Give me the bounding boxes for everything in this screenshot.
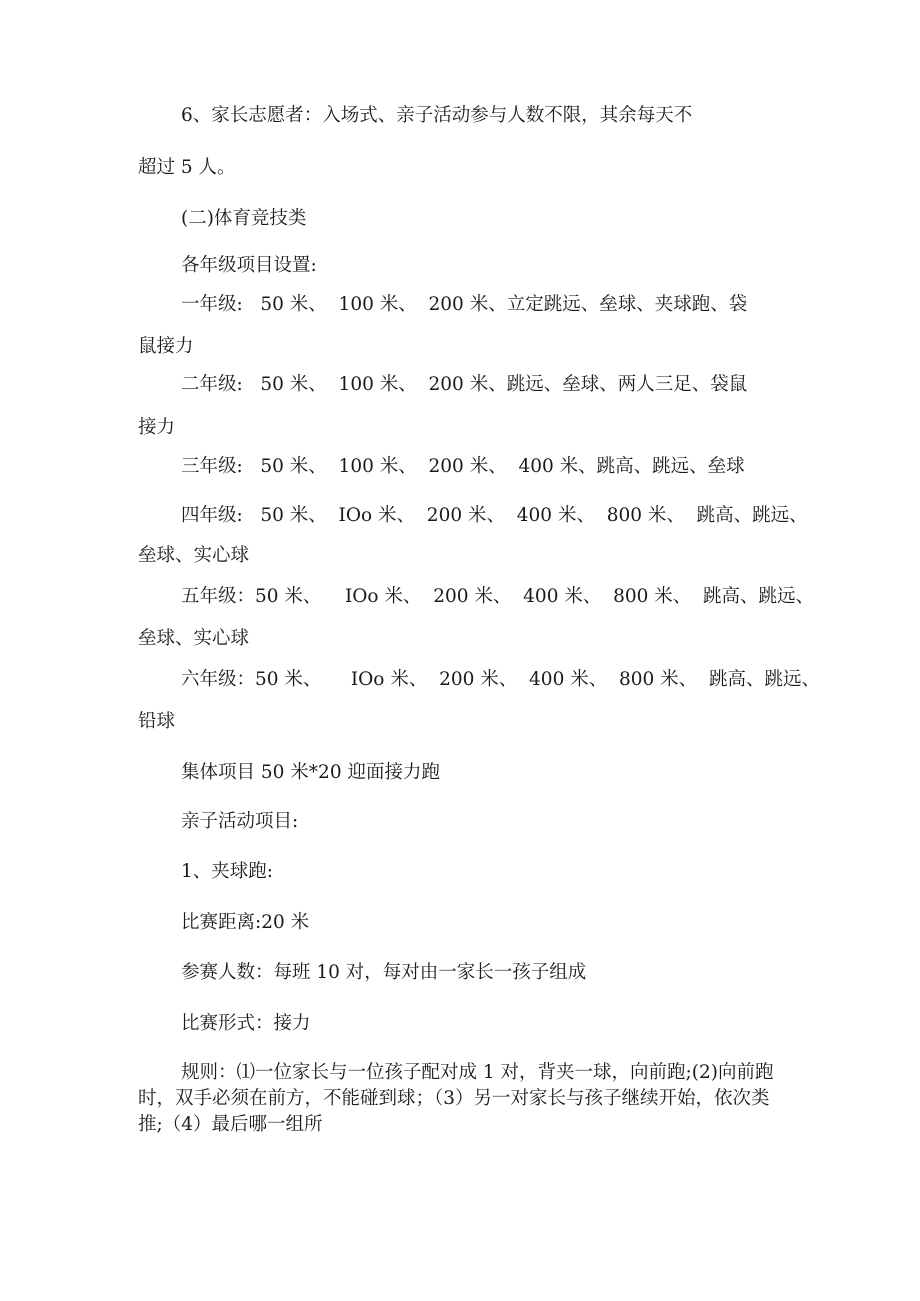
grade-6-line-2: 铅球 (138, 711, 176, 732)
event-1-distance: 比赛距离:20 米 (181, 912, 310, 933)
grade-4-line-2: 垒球、实心球 (138, 545, 250, 566)
grade-5-line-1: 五年级：50 米、 IOo 米、 200 米、 400 米、 800 米、 跳高、跳远、 (181, 586, 815, 607)
grade-3-line-1: 三年级: 50 米、 100 米、 200 米、 400 米、跳高、跳远、垒球 (181, 456, 745, 477)
event-1-rules-line-2: 时，双手必须在前方，不能碰到球；（3）另一对家长与孩子继续开始，依次类 (138, 1088, 770, 1109)
grade-6-line-1: 六年级：50 米、 IOo 米、 200 米、 400 米、 800 米、 跳高、跳远、 (181, 669, 820, 690)
grade-5-line-2: 垒球、实心球 (138, 628, 250, 649)
grade-2-line-1: 二年级: 50 米、 100 米、 200 米、跳远、垒球、两人三足、袋鼠 (181, 374, 748, 395)
section-heading: (二)体育竞技类 (181, 208, 307, 229)
event-1-participants: 参赛人数：每班 10 对，每对由一家长一孩子组成 (181, 962, 587, 983)
event-1-format: 比赛形式：接力 (181, 1013, 311, 1034)
grade-1-line-2: 鼠接力 (138, 336, 194, 357)
event-1-title: 1、夹球跑: (181, 861, 274, 882)
grade-1-line-1: 一年级: 50 米、 100 米、 200 米、立定跳远、垒球、夹球跑、袋 (181, 294, 748, 315)
grade-2-line-2: 接力 (138, 417, 176, 438)
parent-child-heading: 亲子活动项目: (181, 811, 299, 832)
event-1-rules-line-1: 规则：⑴一位家长与一位孩子配对成 1 对，背夹一球，向前跑;(2)向前跑 (181, 1062, 774, 1083)
volunteer-line-2: 超过 5 人。 (138, 157, 236, 178)
volunteer-line-1: 6、家长志愿者：入场式、亲子活动参与人数不限，其余每天不 (181, 105, 693, 126)
group-event: 集体项目 50 米*20 迎面接力跑 (181, 762, 440, 783)
event-1-rules-line-3: 推;（4）最后哪一组所 (138, 1114, 323, 1135)
grade-4-line-1: 四年级: 50 米、 IOo 米、 200 米、 400 米、 800 米、 跳高、跳远、 (181, 505, 808, 526)
grade-setup-heading: 各年级项目设置: (181, 255, 317, 276)
